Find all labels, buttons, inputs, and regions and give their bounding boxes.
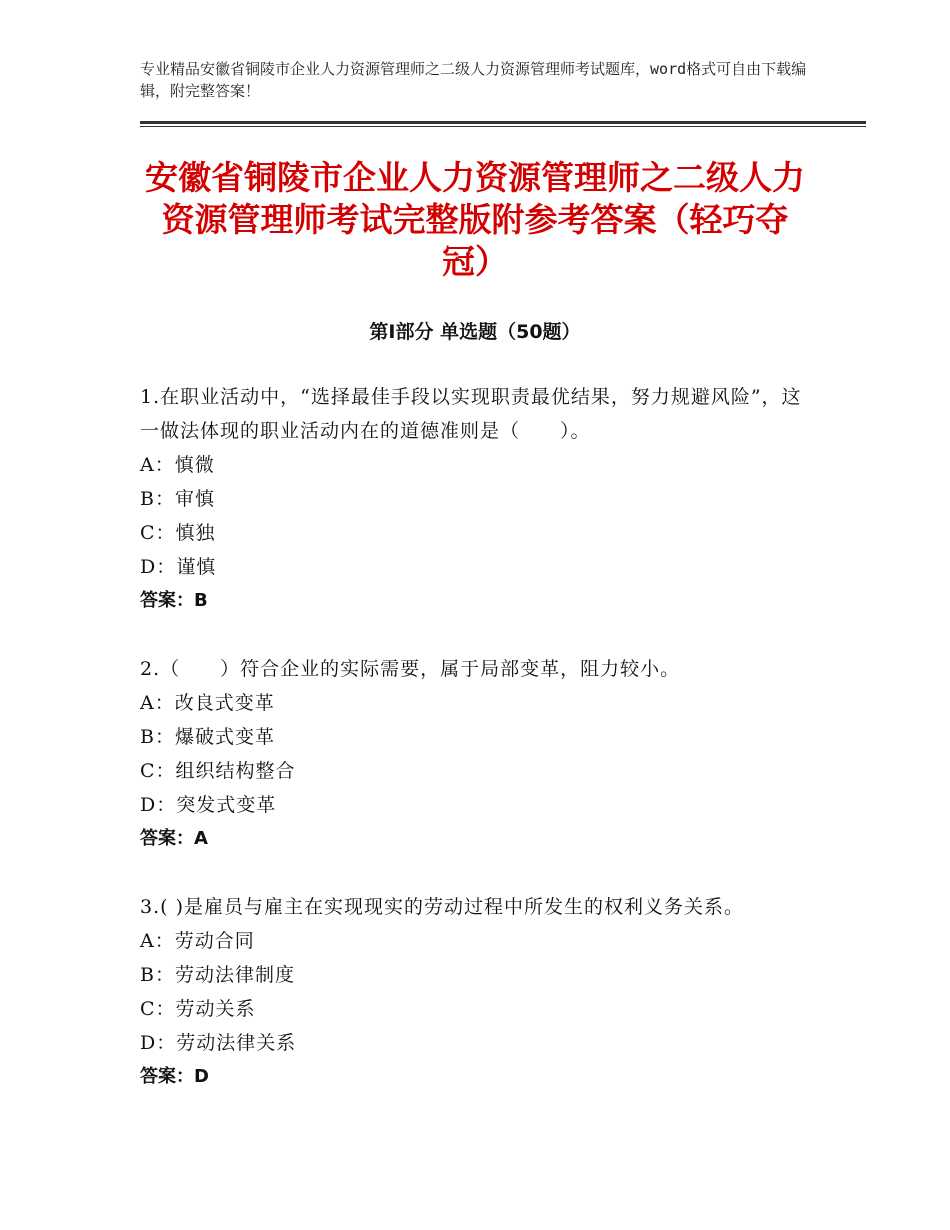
header-rule-thin xyxy=(140,126,866,127)
option-a: A：劳动合同 xyxy=(140,930,255,952)
option-c: C：慎独 xyxy=(140,522,216,544)
question-3 xyxy=(140,890,820,1094)
header-note: 专业精品安徽省铜陵市企业人力资源管理师之二级人力资源管理师考试题库，word格式可自由下载编辑，附完整答案！ xyxy=(140,60,807,100)
header-rule-thick xyxy=(140,121,866,124)
question-text: 1.在职业活动中，“选择最佳手段以实现职责最优结果，努力规避风险”，这一做法体现的职业活动内在的道德准则是（ ）。 xyxy=(140,386,802,442)
answer: 答案：D xyxy=(140,1066,209,1087)
document-title: 安徽省铜陵市企业人力资源管理师之二级人力资源管理师考试完整版附参考答案（轻巧夺冠） xyxy=(145,158,805,281)
question-list xyxy=(140,380,820,1128)
option-b: B：审慎 xyxy=(140,488,215,510)
option-a: A：慎微 xyxy=(140,454,215,476)
option-d: D：劳动法律关系 xyxy=(140,1032,297,1054)
option-c: C：组织结构整合 xyxy=(140,760,296,782)
question-2 xyxy=(140,652,820,856)
option-b: B：爆破式变革 xyxy=(140,726,275,748)
question-text: 3.( )是雇员与雇主在实现现实的劳动过程中所发生的权利义务关系。 xyxy=(140,896,744,918)
option-b: B：劳动法律制度 xyxy=(140,964,295,986)
question-text: 2.（ ）符合企业的实际需要，属于局部变革，阻力较小。 xyxy=(140,658,681,680)
section-title: 第Ⅰ部分 单选题（50题） xyxy=(369,321,581,343)
question-1 xyxy=(140,380,820,618)
option-a: A：改良式变革 xyxy=(140,692,275,714)
answer: 答案：B xyxy=(140,590,208,611)
option-c: C：劳动关系 xyxy=(140,998,256,1020)
option-d: D：突发式变革 xyxy=(140,794,277,816)
answer: 答案：A xyxy=(140,828,208,849)
option-d: D：谨慎 xyxy=(140,556,217,578)
